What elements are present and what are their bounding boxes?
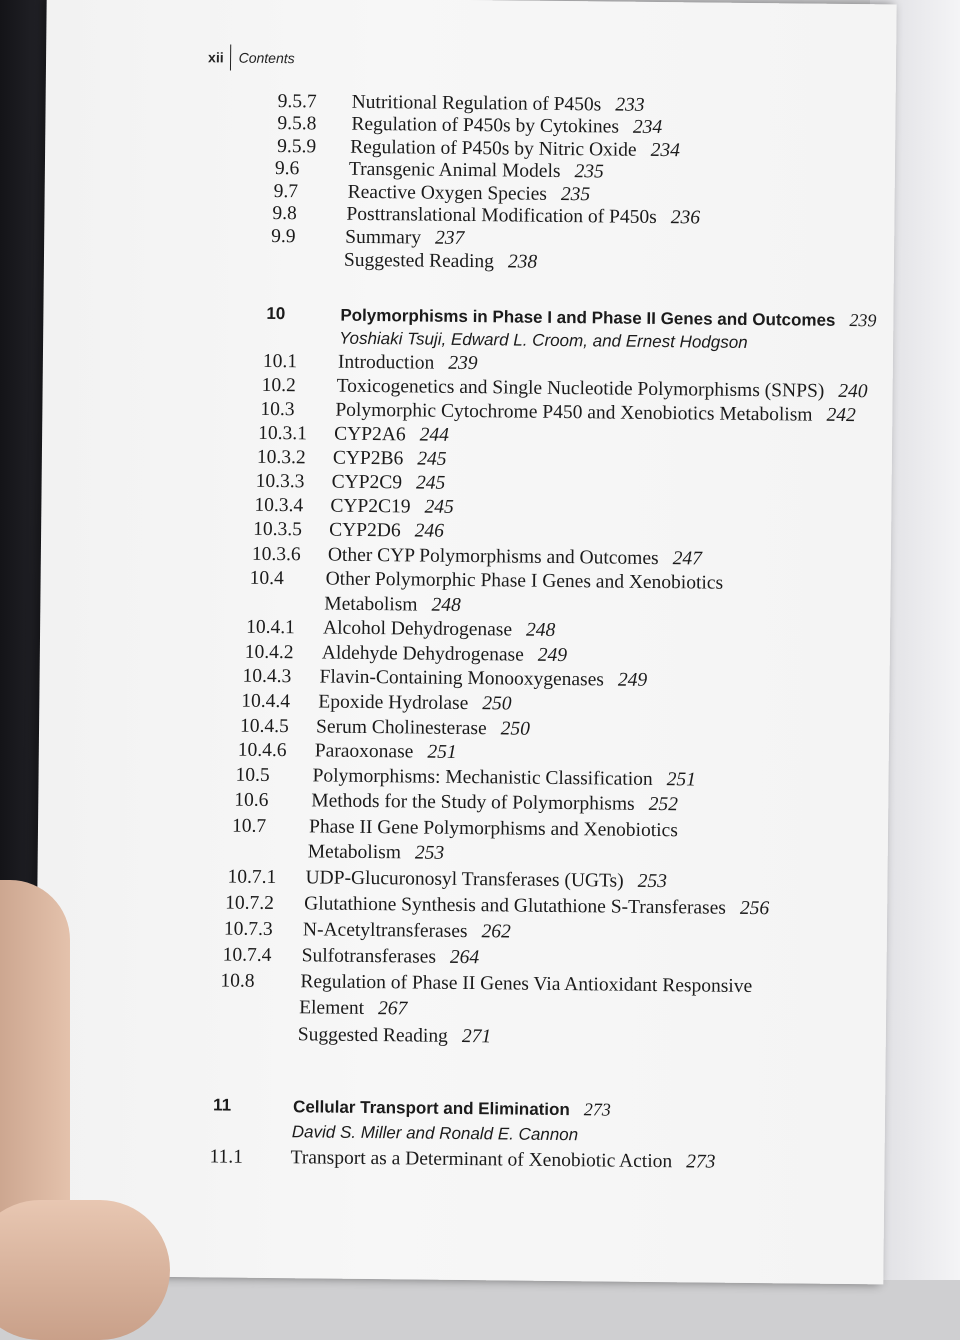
toc-entry-number: 11.1	[209, 1146, 244, 1168]
toc-page-number: 264	[449, 946, 480, 969]
toc-entry-label: Cellular Transport and Elimination	[293, 1097, 570, 1120]
toc-entry-number: 10.3.1	[258, 422, 308, 445]
toc-page-number: 273	[686, 1151, 716, 1173]
toc-entry-number: 10.8	[220, 970, 255, 992]
toc-page-number: 234	[632, 116, 663, 139]
toc-entry-label: Aldehyde Dehydrogenase	[321, 642, 524, 666]
toc-entry-label: Sulfotransferases	[301, 945, 437, 968]
toc-page-number: 237	[434, 227, 465, 249]
toc-entry-label: CYP2A6	[334, 423, 406, 446]
toc-entry-label: Polymorphisms: Mechanistic Classification	[312, 765, 653, 790]
toc-entry-label: Phase II Gene Polymorphisms and Xenobiotics	[308, 816, 678, 842]
toc-entry-number: 9.6	[274, 157, 300, 180]
toc-page-number: 249	[617, 669, 648, 691]
toc-entry-label: Metabolism	[324, 593, 418, 616]
toc-page-number: 262	[481, 921, 511, 943]
toc-page-number: 246	[414, 520, 445, 542]
toc-entry-number: 10.4	[249, 567, 284, 590]
toc-entry-title	[300, 970, 752, 999]
toc-entry-label: UDP-Glucuronosyl Transferases (UGTs)	[305, 867, 624, 892]
toc-page-number: 273	[583, 1099, 611, 1120]
toc-entry-title	[304, 892, 769, 921]
toc-entry-label: Regulation of P450s by Nitric Oxide	[350, 136, 637, 161]
toc-entry-number: 10.3.4	[254, 494, 304, 517]
toc-entry-label: Serum Cholinesterase	[315, 716, 487, 740]
toc-page-number: 239	[448, 352, 478, 375]
toc-entry-label: N-Acetyltransferases	[302, 919, 468, 943]
toc-entry-title	[324, 593, 461, 618]
toc-entry-label: Paraoxonase	[314, 740, 414, 763]
book-page	[33, 0, 896, 1284]
toc-entry-label: Summary	[345, 226, 422, 249]
toc-entry-number: 10.7.4	[222, 944, 272, 966]
toc-page-number: 256	[739, 897, 770, 920]
toc-entry-title	[345, 226, 464, 251]
toc-entry-title	[305, 866, 667, 894]
toc-entry-number: 9.7	[273, 180, 299, 203]
running-title: Contents	[238, 49, 295, 67]
toc-entry-title	[302, 944, 480, 970]
toc-entry-label: CYP2C9	[331, 471, 403, 494]
toc-page-number: 233	[615, 94, 645, 116]
toc-page-number: 242	[826, 404, 856, 427]
toc-entry-number: 10.6	[234, 789, 269, 811]
toc-entry-label: Yoshiaki Tsuji, Edward L. Croom, and Ernest Hodgson	[339, 328, 748, 352]
toc-entry-number: 9.5.8	[277, 113, 317, 135]
toc-entry-title	[332, 471, 446, 496]
toc-entry-title	[323, 617, 555, 643]
thumb	[0, 1200, 170, 1340]
toc-entry	[42, 468, 862, 494]
toc-entry-title	[299, 996, 407, 1021]
toc-entry-label: Regulation of P450s by Cytokines	[351, 113, 620, 138]
toc-entry-number: 10.4.5	[239, 715, 289, 738]
toc-page-number: 252	[648, 793, 679, 816]
toc-page-number: 239	[849, 310, 877, 331]
toc-entry-label: CYP2D6	[329, 519, 401, 542]
toc-entry-title	[312, 764, 696, 792]
toc-entry-label: Transgenic Animal Models	[348, 158, 561, 182]
toc-entry-title	[333, 447, 447, 472]
toc-entry	[46, 88, 866, 116]
toc-entry-title	[311, 789, 678, 817]
toc-entry-number: 10.3.3	[255, 470, 305, 493]
toc-entry-title	[292, 1120, 579, 1147]
toc-entry-number: 10.7.3	[223, 918, 273, 941]
toc-page-number: 234	[650, 139, 681, 162]
toc-page-number: 244	[419, 424, 450, 446]
toc-entry	[36, 1021, 856, 1048]
toc-entry-number: 10.7.2	[225, 892, 275, 915]
toc-entry-label: Regulation of Phase II Genes Via Antioxidant Responsive	[300, 971, 753, 998]
toc-entry-number: 10.4.1	[246, 616, 295, 639]
toc-entry-number: 10.2	[261, 374, 296, 397]
toc-entry-title	[344, 249, 538, 275]
toc-entry-title	[322, 642, 567, 669]
toc-entry-number: 10.3.5	[253, 518, 303, 541]
toc-entry-number: 10.4.6	[237, 739, 287, 762]
toc-entry-label: Introduction	[337, 351, 435, 374]
toc-entry-label: Flavin-Containing Monooxygenases	[319, 666, 605, 691]
toc-page-number: 236	[670, 207, 701, 229]
toc-entry-title	[309, 815, 678, 843]
toc-entry-label: Nutritional Regulation of P450s	[351, 91, 602, 116]
toc-page-number: 248	[431, 594, 461, 616]
toc-entry-title	[303, 918, 511, 944]
toc-entry-label: Glutathione Synthesis and Glutathione S-Transferases	[304, 893, 727, 919]
toc-entry-label: Methods for the Study of Polymorphisms	[311, 790, 635, 815]
toc-entry-number: 10.3.6	[251, 543, 301, 566]
toc-entry-number: 10.4.2	[244, 641, 294, 664]
toc-entry-number: 10.7	[231, 815, 267, 837]
toc-entry-label: Reactive Oxygen Species	[347, 181, 548, 205]
toc-entry-title	[308, 840, 445, 865]
toc-entry-label: Suggested Reading	[343, 249, 495, 273]
toc-entry-number: 10.7.1	[227, 866, 277, 889]
toc-entry-number: 10.5	[235, 764, 270, 786]
toc-entry-title	[329, 519, 444, 544]
toc-entry-title	[334, 423, 449, 448]
toc-page-number: 248	[525, 619, 556, 641]
toc-entry-title	[338, 351, 478, 376]
toc-page-number: 251	[666, 769, 697, 791]
toc-entry-number: 10.1	[262, 350, 298, 373]
toc-entry-number: 10	[266, 303, 286, 324]
toc-entry-label: Epoxide Hydrolase	[318, 691, 469, 715]
toc-entry-title	[290, 1146, 715, 1174]
toc-entry-title	[319, 665, 647, 692]
toc-page-number: 240	[838, 380, 868, 403]
toc-entry-label: Metabolism	[307, 841, 402, 864]
toc-page-number: 250	[482, 693, 512, 715]
toc-entry-number: 9.8	[272, 202, 297, 225]
toc-entry-label: Polymorphisms in Phase I and Phase II Genes and Outcomes	[340, 305, 836, 330]
toc-entry-title	[315, 739, 457, 764]
toc-entry-number: 10.4.4	[241, 690, 291, 713]
toc-entry-number: 10.4.3	[242, 665, 292, 688]
toc-page-number: 245	[417, 448, 447, 470]
toc-entry	[42, 492, 862, 518]
toc-entry-label: Other Polymorphic Phase I Genes and Xenobiotics	[325, 568, 724, 594]
toc-chapter-entry	[35, 1092, 855, 1120]
page-folio: xii	[208, 49, 224, 66]
toc-entry-title	[298, 1023, 492, 1049]
toc-page-number: 253	[414, 842, 445, 864]
toc-entry-label: Toxicogenetics and Single Nucleotide Polymorphisms (SNPS)	[336, 375, 825, 402]
toc-entry-number: 9.5.7	[277, 91, 317, 113]
toc-entry-title	[325, 568, 723, 596]
toc-entry-label: Element	[299, 997, 365, 1019]
toc-chapter-entry	[44, 300, 877, 331]
toc-page-number: 235	[560, 183, 591, 206]
toc-page-number: 271	[461, 1025, 492, 1048]
toc-entry-title	[293, 1094, 611, 1122]
running-head	[208, 43, 295, 72]
toc-entry	[42, 444, 862, 470]
header-rule	[230, 45, 231, 71]
toc-page-number: 267	[378, 998, 408, 1020]
toc-entry-title	[330, 495, 454, 520]
toc-page-number: 247	[672, 548, 703, 570]
toc-entry-number: 11	[213, 1095, 232, 1115]
toc-page-number: 245	[415, 472, 446, 494]
toc-entry	[41, 541, 861, 570]
toc-page-number: 251	[427, 741, 457, 763]
toc-entry-label: Polymorphic Cytochrome P450 and Xenobiotics Metabolism	[335, 399, 813, 426]
toc-entry-label: CYP2C19	[330, 495, 411, 518]
toc-entry-title	[318, 690, 512, 716]
toc-entry-label: Alcohol Dehydrogenase	[323, 617, 513, 641]
toc-page-number: 238	[507, 251, 538, 273]
toc-page-number: 249	[537, 644, 568, 667]
toc-page-number: 245	[424, 496, 454, 518]
toc-entry-title	[316, 715, 530, 741]
toc-page-number: 253	[637, 870, 668, 893]
toc-page-number: 250	[500, 718, 531, 740]
toc-entry	[38, 864, 858, 893]
toc-entry-number: 10.3.2	[256, 446, 306, 469]
toc-entry-number: 9.9	[271, 225, 296, 248]
toc-page-number: 235	[574, 161, 604, 183]
toc-entry-label: Other CYP Polymorphisms and Outcomes	[327, 544, 659, 570]
toc-entry-label: Posttranslational Modification of P450s	[346, 203, 657, 228]
toc-entry-label: Transport as a Determinant of Xenobiotic Action	[290, 1147, 673, 1173]
toc-entry-number: 9.5.9	[277, 136, 317, 158]
toc-entry-label: Suggested Reading	[297, 1024, 448, 1047]
toc-entry-label: David S. Miller and Ronald E. Cannon	[291, 1122, 579, 1145]
toc-entry-number: 10.3	[260, 398, 295, 421]
toc-entry-label: CYP2B6	[332, 447, 404, 470]
